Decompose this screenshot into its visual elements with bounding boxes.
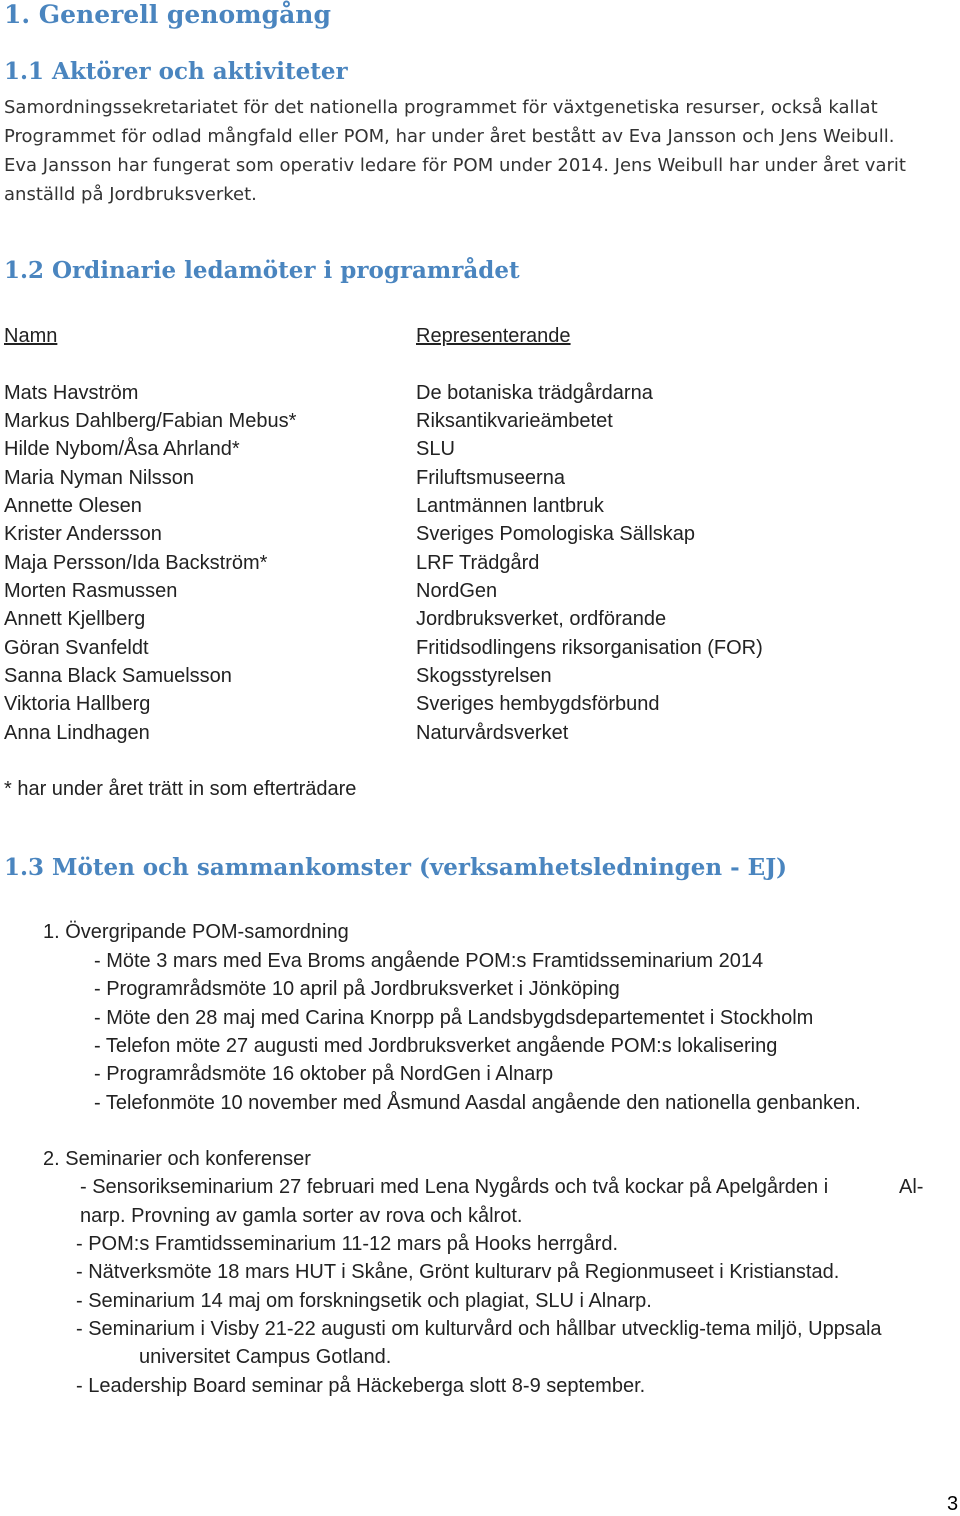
section-1-1-title: 1.1 Aktörer och aktiviteter: [4, 58, 348, 85]
member-name: Viktoria Hallberg: [4, 693, 151, 715]
member-name: Annette Olesen: [4, 495, 142, 517]
member-rep: Lantmännen lantbruk: [416, 495, 604, 517]
document-heading: 1. Generell genomgång: [4, 0, 331, 29]
paragraph-line-3: Eva Jansson har fungerat som operativ ledare för POM under 2014. Jens Weibull har under året varit: [4, 155, 906, 176]
list-item: - Möte 3 mars med Eva Broms angående POM:s Framtidsseminarium 2014: [94, 950, 764, 972]
member-rep: De botaniska trädgårdarna: [416, 382, 653, 404]
list-item: - Seminarium i Visby 21-22 augusti om kulturvård och hållbar utvecklig-tema miljö, Uppsala: [76, 1318, 882, 1340]
member-name: Annett Kjellberg: [4, 608, 146, 630]
member-rep: Naturvårdsverket: [416, 722, 569, 744]
member-name: Göran Svanfeldt: [4, 637, 149, 659]
list-item: - Sensorikseminarium 27 februari med Lena Nygårds och två kockar på Apelgården i: [80, 1176, 829, 1198]
section-1-2-title: 1.2 Ordinarie ledamöter i programrådet: [4, 257, 520, 284]
footnote: * har under året trätt in som efterträdare: [4, 778, 357, 800]
list-item: - Telefon möte 27 augusti med Jordbruksverket angående POM:s lokalisering: [94, 1035, 778, 1057]
list-item: - Nätverksmöte 18 mars HUT i Skåne, Grönt kulturarv på Regionmuseet i Kristianstad.: [76, 1261, 840, 1283]
section-1-3-title: 1.3 Möten och sammankomster (verksamhetsledningen - EJ): [4, 854, 787, 881]
list-item: - Telefonmöte 10 november med Åsmund Aasdal angående den nationella genbanken.: [94, 1092, 861, 1114]
member-name: Krister Andersson: [4, 523, 162, 545]
member-rep: SLU: [416, 438, 455, 460]
member-rep: Skogsstyrelsen: [416, 665, 552, 687]
member-rep: NordGen: [416, 580, 498, 602]
paragraph-line-2: Programmet för odlad mångfald eller POM, har under året bestått av Eva Jansson och Jens Weibull.: [4, 126, 895, 147]
member-rep: LRF Trädgård: [416, 552, 540, 574]
member-rep: Fritidsodlingens riksorganisation (FOR): [416, 637, 763, 659]
member-name: Maria Nyman Nilsson: [4, 467, 195, 489]
list-item: - Möte den 28 maj med Carina Knorpp på Landsbygdsdepartementet i Stockholm: [94, 1007, 814, 1029]
column-header-representing: Representerande: [416, 325, 571, 347]
list-item: - Programrådsmöte 10 april på Jordbruksverket i Jönköping: [94, 978, 620, 1000]
member-name: Maja Persson/Ida Backström*: [4, 552, 268, 574]
list-item: - Programrådsmöte 16 oktober på NordGen i Alnarp: [94, 1063, 554, 1085]
paragraph-line-1: Samordningssekretariatet för det nationella programmet för växtgenetiska resurser, också kallat: [4, 97, 878, 118]
list-item: - Seminarium 14 maj om forskningsetik och plagiat, SLU i Alnarp.: [76, 1290, 652, 1312]
member-name: Markus Dahlberg/Fabian Mebus*: [4, 410, 297, 432]
list-item-continuation: narp. Provning av gamla sorter av rova och kålrot.: [80, 1205, 523, 1227]
member-rep: Sveriges hembygdsförbund: [416, 693, 660, 715]
paragraph-line-4: anställd på Jordbruksverket.: [4, 184, 257, 205]
page-number: 3: [947, 1493, 959, 1515]
list-item-continuation: universitet Campus Gotland.: [139, 1346, 392, 1368]
member-name: Sanna Black Samuelsson: [4, 665, 232, 687]
list-2-title: 2. Seminarier och konferenser: [43, 1148, 311, 1170]
member-name: Hilde Nybom/Åsa Ahrland*: [4, 438, 240, 460]
list-item-hyphenation: Al-: [899, 1176, 924, 1198]
list-item: - POM:s Framtidsseminarium 11-12 mars på Hooks herrgård.: [76, 1233, 619, 1255]
column-header-name: Namn: [4, 325, 58, 347]
member-rep: Friluftsmuseerna: [416, 467, 565, 489]
list-1-title: 1. Övergripande POM-samordning: [43, 921, 349, 943]
member-rep: Sveriges Pomologiska Sällskap: [416, 523, 696, 545]
list-item: - Leadership Board seminar på Häckeberga slott 8-9 september.: [76, 1375, 646, 1397]
member-rep: Jordbruksverket, ordförande: [416, 608, 667, 630]
member-name: Morten Rasmussen: [4, 580, 178, 602]
member-rep: Riksantikvarieämbetet: [416, 410, 613, 432]
member-name: Anna Lindhagen: [4, 722, 150, 744]
member-name: Mats Havström: [4, 382, 139, 404]
